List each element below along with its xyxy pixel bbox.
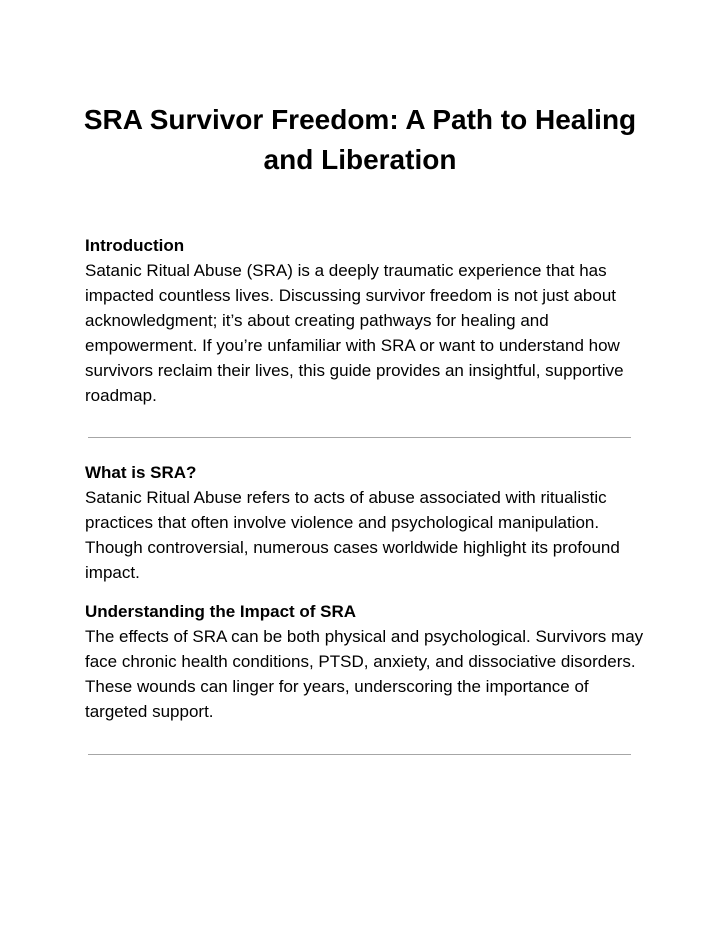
section-introduction [85, 233, 645, 408]
horizontal-divider [88, 437, 631, 438]
document-title: SRA Survivor Freedom: A Path to Healing and Liberation [83, 104, 637, 175]
section-understanding-impact [85, 599, 645, 724]
section-body: Satanic Ritual Abuse refers to acts of abuse associated with ritualistic practices that often involve violence and psychological manipulation. Though controversial, numerous cases worldwide highlight its profound impact. [85, 488, 620, 582]
section-body: Satanic Ritual Abuse (SRA) is a deeply traumatic experience that has impacted countless lives. Discussing survivor freedom is not just about acknowledgment; it’s about creating pathways for healing and empowerment. If you’re unfamiliar with SRA or want to understand how survivors reclaim their lives, this guide provides an insightful, supportive roadmap. [85, 261, 624, 405]
section-what-is-sra [85, 460, 645, 585]
section-body: The effects of SRA can be both physical and psychological. Survivors may face chronic health conditions, PTSD, anxiety, and dissociative disorders. These wounds can linger for years, underscoring the importance of targeted support. [85, 627, 644, 721]
section-heading: Introduction [85, 236, 185, 255]
horizontal-divider [88, 754, 631, 755]
section-heading: What is SRA? [85, 463, 197, 482]
section-heading: Understanding the Impact of SRA [85, 602, 357, 621]
